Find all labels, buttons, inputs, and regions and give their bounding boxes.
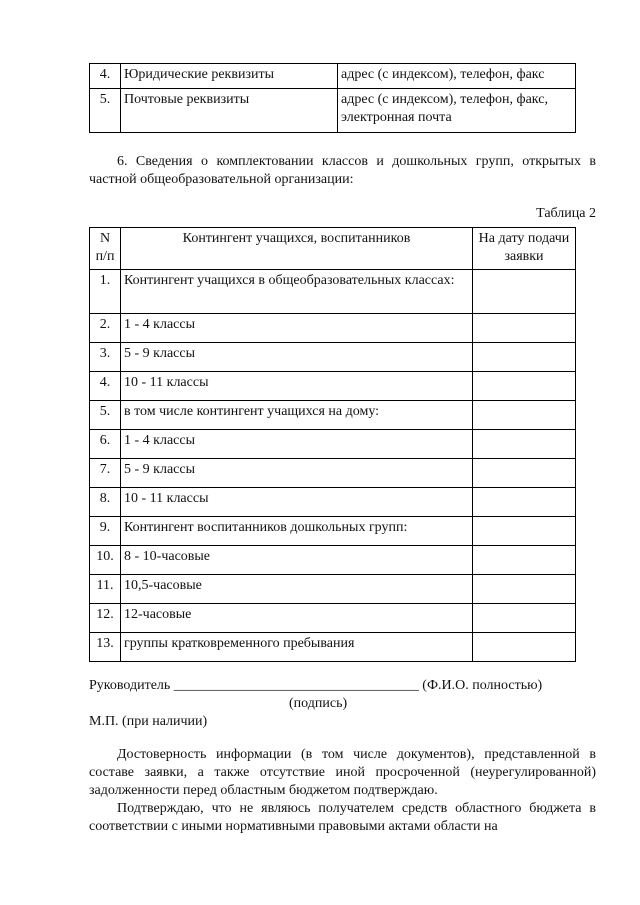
row-number: 12.	[90, 604, 121, 633]
row-number: 2.	[90, 314, 121, 343]
table-caption: Таблица 2	[536, 206, 596, 221]
row-label: группы кратковременного пребывания	[121, 633, 473, 662]
row-number: 6.	[90, 430, 121, 459]
row-value: адрес (с индексом), телефон, факс, электронная почта	[338, 89, 576, 133]
row-label: 8 - 10-часовые	[121, 546, 473, 575]
row-value-cell	[473, 575, 576, 604]
row-value-cell	[473, 401, 576, 430]
row-value-cell	[473, 343, 576, 372]
row-number: 7.	[90, 459, 121, 488]
table-row	[90, 430, 576, 459]
confirmation-paragraph: Достоверность информации (в том числе документов), представленной в составе заявки, а также отсутствие иной просроченной (неурегулированной) задолженности перед областным бюджетом подтверждаю.	[89, 747, 596, 798]
row-number: 9.	[90, 517, 121, 546]
row-label: в том числе контингент учащихся на дому:	[121, 401, 473, 430]
section-6-heading: 6. Сведения о комплектовании классов и дошкольных групп, открытых в частной общеобразовательной организации:	[89, 154, 596, 187]
row-number: 8.	[90, 488, 121, 517]
row-label: 1 - 4 классы	[121, 314, 473, 343]
row-label: 12-часовые	[121, 604, 473, 633]
row-value-cell	[473, 270, 576, 314]
row-value-cell	[473, 372, 576, 401]
row-value-cell	[473, 459, 576, 488]
table-row	[90, 546, 576, 575]
contingent-table	[89, 227, 576, 662]
header-num: N п/п	[90, 228, 121, 270]
stamp-label: М.П. (при наличии)	[89, 714, 208, 729]
table-row	[90, 517, 576, 546]
row-value-cell	[473, 314, 576, 343]
row-number: 11.	[90, 575, 121, 604]
row-label: 5 - 9 классы	[121, 343, 473, 372]
table-row	[90, 64, 576, 89]
row-value-cell	[473, 546, 576, 575]
row-number: 4.	[90, 372, 121, 401]
row-value-cell	[473, 604, 576, 633]
row-label: 10 - 11 классы	[121, 488, 473, 517]
table-row	[90, 270, 576, 314]
header-contingent: Контингент учащихся, воспитанников	[121, 228, 473, 270]
table-row	[90, 89, 576, 133]
row-name: Юридические реквизиты	[121, 64, 338, 89]
row-value: адрес (с индексом), телефон, факс	[338, 64, 576, 89]
row-number: 1.	[90, 270, 121, 314]
row-number: 10.	[90, 546, 121, 575]
row-number: 5.	[90, 89, 121, 133]
row-value-cell	[473, 488, 576, 517]
table-row	[90, 401, 576, 430]
row-label: 10,5-часовые	[121, 575, 473, 604]
table-row	[90, 633, 576, 662]
row-number: 3.	[90, 343, 121, 372]
row-label: 1 - 4 классы	[121, 430, 473, 459]
row-label: Контингент воспитанников дошкольных групп:	[121, 517, 473, 546]
row-value-cell	[473, 517, 576, 546]
table-row	[90, 488, 576, 517]
row-name: Почтовые реквизиты	[121, 89, 338, 133]
row-number: 13.	[90, 633, 121, 662]
table-row	[90, 459, 576, 488]
table-row	[90, 314, 576, 343]
row-value-cell	[473, 430, 576, 459]
row-label: 5 - 9 классы	[121, 459, 473, 488]
header-date: На дату подачи заявки	[473, 228, 576, 270]
head-signature-line: Руководитель ___________________________________ (Ф.И.О. полностью)	[89, 678, 543, 693]
table-row	[90, 372, 576, 401]
row-value-cell	[473, 633, 576, 662]
row-number: 5.	[90, 401, 121, 430]
signature-caption: (подпись)	[289, 696, 348, 711]
row-label: Контингент учащихся в общеобразовательных классах:	[121, 270, 473, 314]
table-row	[90, 604, 576, 633]
table-row	[90, 343, 576, 372]
table-row	[90, 575, 576, 604]
non-recipient-paragraph: Подтверждаю, что не являюсь получателем средств областного бюджета в соответствии с иными нормативными правовыми актами области на	[89, 801, 596, 834]
table-header-row	[90, 228, 576, 270]
row-number: 4.	[90, 64, 121, 89]
row-label: 10 - 11 классы	[121, 372, 473, 401]
requisites-table	[89, 63, 576, 133]
